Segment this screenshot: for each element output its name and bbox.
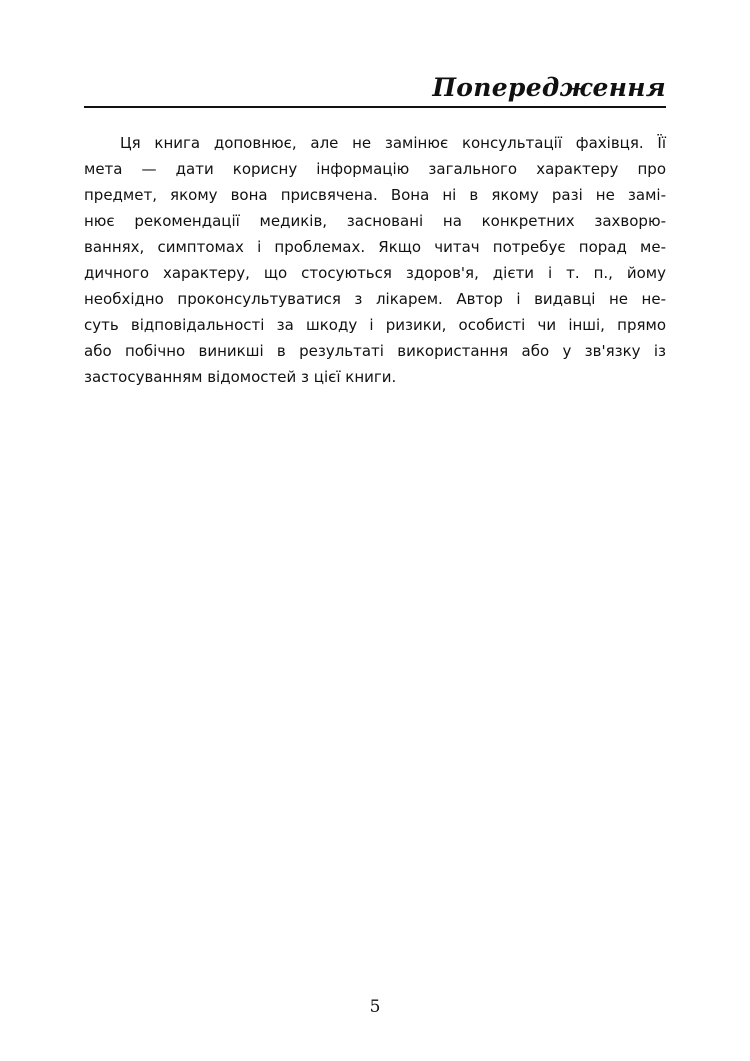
heading-underline — [84, 106, 666, 108]
paragraph-line: необхідно проконсультуватися з лікарем. Автор і видавці не не- — [84, 290, 666, 308]
paragraph-line: або побічно виникші в результаті використання або у зв'язку із — [84, 342, 666, 360]
warning-paragraph — [84, 130, 666, 390]
paragraph-line: дичного характеру, що стосуються здоров'я, дієти і т. п., йому — [84, 264, 666, 282]
paragraph-line: ваннях, симптомах і проблемах. Якщо читач потребує порад ме- — [84, 238, 666, 256]
paragraph-line: Ця книга доповнює, але не замінює консультації фахівця. Її — [120, 134, 666, 152]
page-number: 5 — [369, 997, 381, 1017]
paragraph-line: суть відповідальності за шкоду і ризики, особисті чи інші, прямо — [84, 316, 666, 334]
paragraph-line: застосуванням відомостей з цієї книги. — [84, 368, 397, 386]
page-heading: Попередження — [432, 73, 666, 102]
paragraph-line: предмет, якому вона присвячена. Вона ні в якому разі не замі- — [84, 186, 666, 204]
paragraph-line: мета — дати корисну інформацію загального характеру про — [84, 160, 666, 178]
paragraph-line: нює рекомендації медиків, засновані на конкретних захворю- — [84, 212, 666, 230]
heading-block — [84, 66, 666, 110]
